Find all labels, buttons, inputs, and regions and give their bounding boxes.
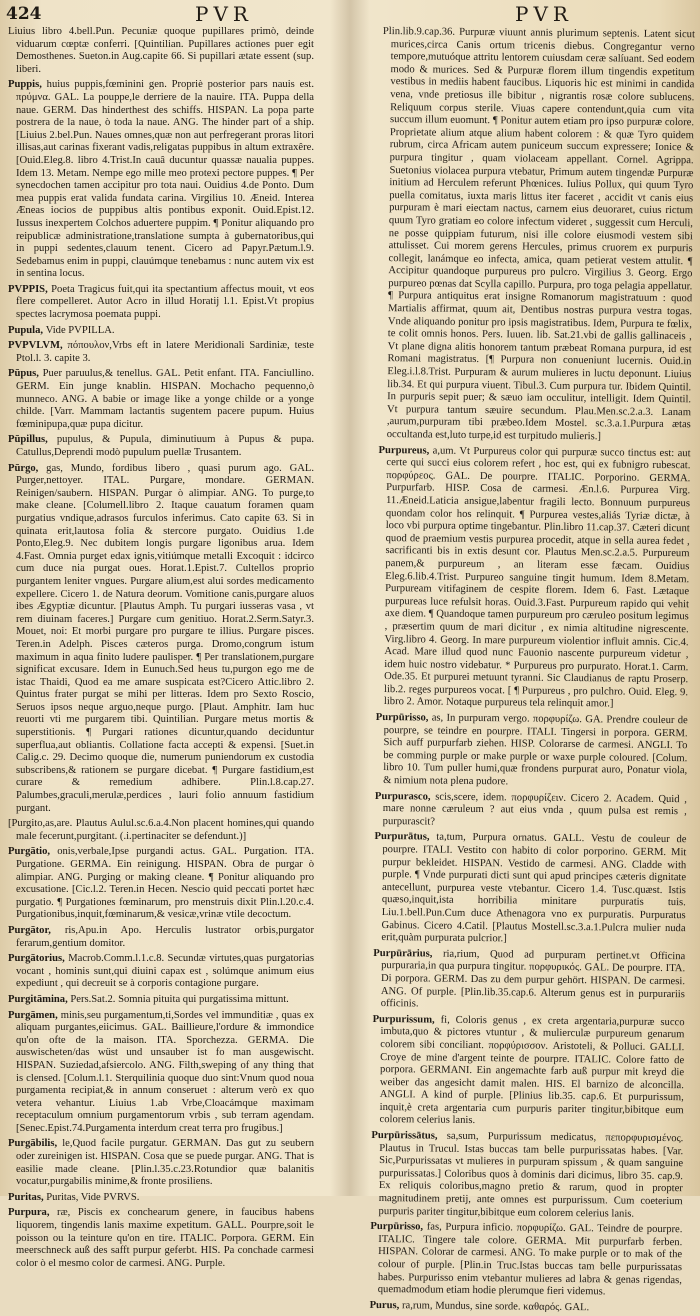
entry-headword: Purgātorius, (8, 953, 69, 965)
entry-headword: Pūpus, (8, 368, 43, 380)
entry-headword: Purgāmen, (8, 1009, 61, 1021)
entry-text: Puer paruulus,& tenellus. GAL. Petit enfant. ITA. Fanciullino. GERM. Ein junge knablin. HISPAN. Mochacho pequenno,ò munneco. ANG. A babie or image like a yonge childe or a yonge childe. [Varr. Mammam lactantis sugentem pacere pupum. Huius fœminipupa,quæ pupa dicitur. (16, 368, 314, 430)
entry-headword: Purpūrissātus, (371, 1130, 447, 1142)
entry-text: gas, Mundo, fordibus libero , quasi purum ago. GAL. Purger,nettoyer. ITAL. Purgare, mondare. GERMAN. Reinigen/saubern. HISPAN. Purgar ò alimpiar. ANG. To purge,to make cleane. [Columell.libro 2. Itaque cauatum foramen quam purgatius vndique,adrasos furculos inferimus. Cato capite 63. Si in quinata erit,lautosa folia & stercore purgato. Ouidius 1.de Ponto,Eleg.9. Nec dubitem longis purgare ligonibus arua. Idem 4.Fast. Omnia purget edax ignis,vitiúmque metalli Excoquit : idcirco cum duce nia purgat oues. Horat.1.Epist.7. Cultellos proprio purgantem leniter vngues. Purgare alium,est alui sordes medicamento expellere. Cicero 1. de Natura deorum. Vomitione canis,purgare aluos ibes Ægyptiæ dicuntur. [Plautus Amph. Tu purgari iusseras vasa , vt rem diuinam faceres.] Purgare cum genitiuo. Horat.2.Serm.Satyr.3. Mouet, noi: Et morbi purgare pro purgare te illius. Purgare pisces. Teren.in Adelph. Pisces cæteros purga. Dromo,congrum istum maximum in aqua finito ludere paulisper. ¶ Per translationem,purgare significat excusare. Idem in Eunuch.Sed heus tu,purgon ego me de istac Thaidi, Quod ea me amare suspicata est?Cicero Attic.libro 2. Quintus frater purgat se mihi per litteras. Idem pro Sexto Roscio, Seruos ipsos neque arguo,neque purgo. [Plaut. Amphitr. Iam huc reuorti vti me purgarem tibi. Quintilian. Purgare metus mortis & superstitionis. ¶ Purgari rationes dicuntur,quando deciduntur superflua,aut obliantis. Collatione facta accepti & expensi. [Suet.in Calig.c. 29. Decimo quoque die, numerum puniendorum ex custodia subscribens,& rationem se purgare dicebat. ¶ Purgare fastidium,est curare & remedium adhibere. Plin.l.8.cap.27. Palumbes,graculi,merulæ,perdices , lauri folio annuum fastidium purgant. (16, 462, 314, 814)
dictionary-entry (8, 994, 314, 1007)
dictionary-entry (375, 712, 688, 791)
dictionary-entry (8, 953, 314, 991)
entry-text: ra,rum, Mundus, sine sorde. καθαρός. GAL. (401, 1300, 590, 1314)
entry-text: ta,tum, Purpura ornatus. GALL. Vestu de couleur de pourpre. ITALI. Vestito con habito di color porporino. GERM. Mit purpur bekleidet. HISPAN. Vestido de carmesi. ANG. Cladde with purple. ¶ Vnde purpurati dicti sunt qui apud principes cæteris dignitate antecellunt, purpurea veste vtebantur. Cicero 1.4. Tusc.quæst. Istis quæso,inquit,ista horribilia minitare purpuratis tuis. Liu.1.bell.Pun.Cum duce Athenagora vno ex purpuratis. Purpuratus Gabinus. Cicero 4.Catil. [Plautus Mostell.sc.3.a.1.Pulcra mulier nuda erit,quàm purpurata pulcrior.] (381, 832, 687, 945)
page-header (0, 2, 700, 28)
entry-text: [Purgito,as,are. Plautus Aulul.sc.6.a.4.Non placent homines,qui quando male fecerunt,purgitant. (.i.pertinaciter se defendunt.)] (8, 818, 314, 842)
entry-text: a,um. Vt Purpureus color qui purpuræ succo tinctus est: aut certe qui succi eius colorem refert , hoc est, qui ex fubnigro rubescat. πορφύρεος. GAL. De pourpre. ITALIC. Porporino. GERMA. Purpurfarb. HISP. Cosa de carmesi. Æn.l.6. Purpurea Virg. 11.Æneid.Laticia ansigue,labentur fragili lecto. Bonnuum purpureus quondam color hos relinquit. ¶ Purpurea vestes,aliás Tyriæ dictæ, à loco vbi purpura optime tingebantur. Plin.libro 11.cap.37. Cæteri dicunt quod de praemium vestis purpurea procedit, atque in sella aurea fedet , sacrificanti bis in extis desunt cor. Plautus Men.sc.2.a.5. Purpureum panem,& purpureum , an literam esse fæcam. Ouidius Eleg.6.lib.4.Trist. Purpureo sanguine tingit humum. Idem 8.Metam. Purpuream vitifaginem de cespite florem. Idem 6. Fast. Lætaque purpureas luce refulsit horas. Ouid.3.Fast. Purpureum rapido qui vehit axe diem. ¶ Quandoque tamen purpureum pro cæruleo positum legimus , præsertim quum de mari dicitur , ex nimia altitudine nigrescente. Virg.libro 4. Georg. In mare purpureum violentior influit amnis. Cic.4. Acad. Mare illud quod nunc Fauonio nascente purpureum videtur , idem huic nostro videbatur. * Purpureus pro purpurato. Horat.1. Carm. Ode.35. Et purpurei metuunt tyranni. Sic Claudianus de raptu Proserp. lib.2. reges purpureos vocat. [ ¶ Purpureus , pro pulchro. Ouid. Eleg. 9. libro 2. Amor. Notaque purpureus tela relinquit amor.] (383, 445, 691, 710)
dictionary-entry (8, 846, 314, 922)
dictionary-entry (8, 340, 314, 365)
entry-headword: Puppis, (8, 79, 47, 91)
dictionary-entry (8, 325, 314, 338)
entry-text: le,Quod facile purgatur. GERMAN. Das gut zu seubern oder zureinigen ist. HISPAN. Cosa que se puede purgar. ANG. That is easilie made cleane. [Plin.l.35.c.23.Rotundior quæ balanitis vocatur,purgabilis minime,& fronte prosiliens. (16, 1138, 314, 1188)
entry-headword: Purus, (369, 1299, 403, 1312)
entry-headword: Purgitāmina, (8, 993, 71, 1005)
dictionary-entry (8, 368, 314, 431)
entry-text: minis,seu purgamentum,ti,Sordes vel immunditiæ , quas ex aliquam purgantes,eiicimus. GAL. Baillieure,l'ordure & immondice qu'on ofte de la maison. ITA. Sporchezza. GERMA. Die auswischeten/das wüst und unsauber ist fo man ausgewischt. HISPAN. Suziedad,afsiercolo. ANG. Filth,sweping of any thing that is clensed. [Colum.l.1. Sterquilinia quoque duo sint:Vnum quod noua purgamenta recipiat,& in annum conseruet : alterum verò ex quo vetera vehantur. Liuius 1.ab Vrbe,Cloacámque maximam receptaculum omnium purgamentorum vrbis , sub terram agendam.[Senec.Epist.74.Purgamenta interdum creat terra pro frugibus.] (16, 1009, 314, 1134)
running-head-right: PVR (515, 2, 573, 26)
entry-headword: Purpūrārius, (373, 947, 444, 960)
entry-text: fi, Coloris genus , ex creta argentaria,purpuræ succo imbuta,quo & pictores vtuntur , & mulierculæ purpureum genarum colorem sibi conciliant. πορφύρισσον. Aristoteli, & Polluci. GALLI. Croye de mine d'argent teinte de pourpre. ITALIC. Colore fatto de porpora. GERMANI. Ein angemachte farb auß purpur mit kreyd die weiber das angesicht damit malen. HIS. El barnizo de alconcilla. ANGLI. A kind of purple. [Plinius lib.35. cap.6. Et purpurissum, inquit,è creta argentaria cum purpuris pariter tingitur,bibitque eum colorem celerius lanis. (379, 1014, 685, 1127)
entry-text: Poeta Tragicus fuit,qui ita spectantium affectus mouit, vt eos flere compelleret. Autor Acro in illud Horatij l.1. Epist.Vt propius spectes lacrymosa poemata puppi. (16, 283, 315, 321)
entry-headword: Purpūrisso, (375, 712, 432, 724)
entry-text: Pers.Sat.2. Somnia pituita qui purgatissima mittunt. (70, 993, 289, 1005)
dictionary-entry (371, 1014, 684, 1131)
entry-headword: Pūpillus, (8, 434, 57, 446)
entry-text: πόπουλον,Vrbs eft in latere Meridionali Sardiniæ, teste Ptol.l. 3. capite 3. (16, 340, 314, 364)
dictionary-entry (8, 26, 314, 76)
entry-text: onis,verbale,Ipse purgandi actus. GAL. Purgation. ITA. Purgatione. GERMA. Ein reinigung. HISPAN. Obra de purgar ò alimpiar. ANG. Purging or making cleane. ¶ Ponitur aliquando pro excusatione. [Cic.l.2. Teren.in Hecen. Nescio quid peccati portet hæc purgatio. ¶ Purgationes fœminarum, pro menstruis dixit Plin.l.20.c.4. Purgationibus,inquit,fœminarum,& vesicæ,vrinæ vtile decoctum. (16, 846, 314, 921)
entry-headword: Pūrgo, (8, 462, 47, 474)
dictionary-entry (8, 284, 314, 322)
entry-text: scis,scere, idem. πορφυρίζειν. Cicero 2. Academ. Quid , mare nonne cæruleum ? aut eius vnda , quum pulsa est remis , purpurascit? (382, 791, 687, 828)
entry-headword: Pupula, (8, 324, 46, 336)
right-column (369, 26, 695, 1314)
entry-text: as, In purpuram vergo. πορφυρίζω. GA. Prendre couleur de pourpre, se teindre en pourpre. ITALI. Tingersi in porpora. GERM. Sich auff purpurfarb ziehen. HISP. Colorarse de carmesi. ANGLI. To be comming purple or make purple or waxe purple coloured. [Colum. libro 10. Tum puller humi,quæ frondens purpurat auro, Ponatur viola, & nimium nota plena pudore. (383, 712, 688, 788)
entry-text: fas, Purpura inficio. πορφυρίζω. GAL. Teindre de pourpre. ITALIC. Tingere tale colore. GERMA. Mit purpurfarb ferben. HISPAN. Colorar de carmesi. ANG. To make purple or to mak of the colour of purple. [Plin.in Truc.Istas buccas tam belle purpurissatas habes. Purpurisso enim vtebantur mulieres ad labra & genas rigendas, quemadmodum etiam hodie plerumque fieri videmus. (377, 1221, 683, 1298)
dictionary-entry (370, 1300, 682, 1316)
running-head-left: PVR (195, 2, 253, 26)
dictionary-entry (370, 1221, 683, 1300)
dictionary-entry (373, 831, 686, 948)
entry-headword: PVPPIS, (8, 283, 52, 295)
dictionary-entry (8, 463, 314, 816)
entry-text: Liuius libro 4.bell.Pun. Pecuniæ quoque pupillares primò, deinde viduarum cœptæ conferri. [Quintilian. Pupillares actiones puer egit Demosthenes. Sueton.in Aug.capite 66. Si pupillari ætate essent (sup. liberi. (8, 26, 314, 75)
entry-headword: Purpureus, (378, 444, 433, 457)
dictionary-entry (8, 1010, 314, 1136)
dictionary-entry (375, 791, 687, 832)
dictionary-entry (8, 1192, 314, 1205)
dictionary-entry (8, 925, 314, 950)
entry-text: Plin.lib.9.cap.36. Purpuræ viuunt annis plurimum septenis. Latent sicut murices,circa Canis ortum tricenis diebus. Congregantur verno tempore,mutuóque attritu lentorem cuiusdam ceræ salíuant. Sed eodem modo & murices. Sed & Purpuræ florem illum tingendis expetitum vestibus in mediis habent faucibus. Liquoris hic est minimi in candida vena, vnde pretiosus ille bibitur , nigrantis rosæ colore sublucens. Reliquum corpus sterile. Viuas capere contendunt,quia cum vita succum illum euomunt. ¶ Ponitur autem etiam pro ipso purpuræ colore. Proprietate alium atque alium habent colorem : & quæ Tyro quidem rubrum, circa Africam autem puniceum succum expressere; Ionice & purpura tingitur , quam violaceam appellant. Cornel. Agrippa. Suetonius violacea purpura vtebatur, Primum autem tingendæ Purpuræ initium ad Herculem referunt Phœnices. Iulius Pollux, qui quum Tyro puella comitatus, iuxta maris littus iter faceret , accidit vt canis eius purpuram è mari eiectam nactus, carnem eius deuoraret, cuius rictum quum Tyro gratiam eo colore infectum videret , suggessit cum Herculi, ne posse quippiam futurum, nisi ille colore eiusmodi vestem sibi attulisset. Cui morem gerens Hercules, primus cruorem ex purpuris collegit, lanámque eo infecta, amica, quam petierat vestem attulit. ¶ Accipitur quandoque purpureus pro pulcro. Virgilius 3. Georg. Ergo purpureo pœnas dat Scylla capillo. Purpura, pro toga pelagia appellatur. ¶ Purpura antiquitus erat insigne Romanorum magistratuum : quod Martialis affirmat, quum ait, Dentibus nostras purpura vestra togas. Vnde aliquando ponitur pro ipsis magistratibus. Idem, Purpura te fœlix, te colit omnis honos. Pers. Iuuen. lib. Sat.21.vbi de gallis gallinaceis , Vt plane digna alitis honorem tantum præbeat Romana purpura, id est Romani magistratus. [¶ Purpura non conueniunt lucernis. Ouid.in Eleg.i.l.8.Trist. Purpuram & aurum mulieres in luctu deponunt. Liuius lib.34. Et qui purpura viuent. Tibul.3. Cum purpura tur. Ibidem Quintil. In purpuris sepit puer; & sæuo iam occulitur, intelligit. Idem Quintil. Vt purpura tantum sæuire secundum. Plau.Men.sc.2.a.3. Lanam ,aurum,purpuram tibi præbeo.Idem Mostel. sc.3.a.1.Purpura ætas occultanda est,luto turpe,id est turpitudo mulieris.] (382, 26, 695, 443)
entry-text: ræ, Piscis ex conchearum genere, in faucibus habens liquorem, tingendis lanis maxime expetitum. GALL. Pourpre,soit le poisson ou la teinture qu'on en tire. ITALIC. Porpora. GERM. Ein meerschneck auß des safft purpur geferbt. HIS. Pa conchade carmesi color ò el mesmo color de carmesi. ANG. Purple. (16, 1207, 314, 1269)
dictionary-entry (8, 434, 314, 459)
dictionary-entry (376, 445, 691, 713)
dictionary-entry (8, 818, 314, 843)
entry-headword: Puritas, (8, 1191, 47, 1203)
entry-headword: Purgātor, (8, 924, 65, 936)
entry-text: pupulus, & Pupula, diminutiuum à Pupus & pupa. Catullus,Deprendi modò pupulum puellæ Trusantem. (16, 434, 314, 458)
entry-headword: Purpūrisso, (370, 1221, 427, 1233)
entry-headword: Purgātio, (8, 846, 58, 858)
entry-headword: Purpurātus, (374, 831, 437, 844)
entry-headword: PVPVLVM, (8, 340, 68, 352)
entry-text: huius puppis,fœminini gen. Propriè posterior pars nauis est. πρύμνα. GAL. La pouppe,le derriere de la nauire. ITA. Puppa della naue. GERM. Das hinderthest des schiffs. HISPAN. La popa parte postrera de la naue, ò toda la naue. ANG. The hinder part of a ship. [Liuius 2.bel.Pun. Naues omnes,quæ non aut perfregerant proras litori illisas,aut carinas fixerant vadis,religatas puppibus in altum extraxêre. [Ouid.Eleg.8. libro 4.Trist.In cauâ ducuntur quassæ naualia puppes. Idem 13. Metam. Nempe ego mille meo protexi pectore puppes. ¶ Per synecdochen tamen accipitur pro tota naui. Ouidius 4.de Ponto. Dum mea puppis erat valida fundata carina. Virgilius 10. Æneid. Interea Æneas iocios de puppibus altis pontibus exponit. Ouid.Epist.12. Iussus inexpertem Colchos aduertere puppim. ¶ Ponitur aliquando pro reipublicæ administratione,translatione sumpta à gubernatoribus,qui in puppi sedentes,clauum tenent. Cicero ad Papyr.Pætum.l.9. Sedebamus enim in puppi, clauúmque tenebamus : nunc autem vix est in sentina locus. (16, 79, 314, 280)
dictionary-entry (371, 1130, 684, 1221)
dictionary-entry (8, 79, 314, 281)
left-column (8, 26, 315, 1269)
entry-text: Macrob.Comm.l.1.c.8. Secundæ virtutes,quas purgatorias vocant , hominis sunt,qui diuini capax est , solúmque animum eius expediunt , qui decreuit se à corporis contagione purgare. (16, 953, 314, 990)
entry-text: ris,Apu.in Apo. Herculis lustrator orbis,purgator ferarum,gentium domitor. (16, 924, 314, 949)
entry-headword: Purgābilis, (8, 1138, 63, 1150)
dictionary-entry (379, 26, 695, 445)
page-number: 424 (6, 4, 42, 24)
entry-text: Vide PVPILLA. (45, 324, 115, 336)
entry-headword: Purpura, (8, 1207, 58, 1219)
entry-text: Puritas, Vide PVRVS. (46, 1191, 140, 1203)
entry-text: sa,sum, Purpurissum medicatus, πεπορφυρισμένος. Plautus in Trucul. Istas buccas tam belle purpurissatas habes. [Var. Sic,Purpurissatas vt mulieres in purpuram spissum , & quam sanguine purpurissatas.] Coloribus quos à dominis dari dicimus, libro 35. cap.9. Ex reliquis coloribus,magno pretio & rarum, quod in propter magnitudinem pretij, ante omnes est purpurissum. Cum coeterium purpuris pariter tingitur,bibitque eum colorem celerius lanis. (378, 1130, 684, 1220)
entry-headword: Purpurasco, (374, 790, 436, 803)
dictionary-entry (373, 948, 686, 1014)
dictionary-entry (8, 1207, 314, 1270)
entry-headword: Purpurissum, (372, 1013, 441, 1026)
dictionary-entry (8, 1138, 314, 1188)
page-gutter (330, 0, 370, 1196)
entry-text: ria,rium, Quod ad purpuram pertinet.vt Officina purpuraria,in qua purpura tingitur. πορφυρικός. GAL. De pourpre. ITA. Di porpora. GERM. Das zu dem purpur gehört. HISPAN. De carmesi. ANG. Of purple. [Plin.lib.35.cap.6. Alterum genus est in purpurariis officinis. (380, 948, 686, 1010)
